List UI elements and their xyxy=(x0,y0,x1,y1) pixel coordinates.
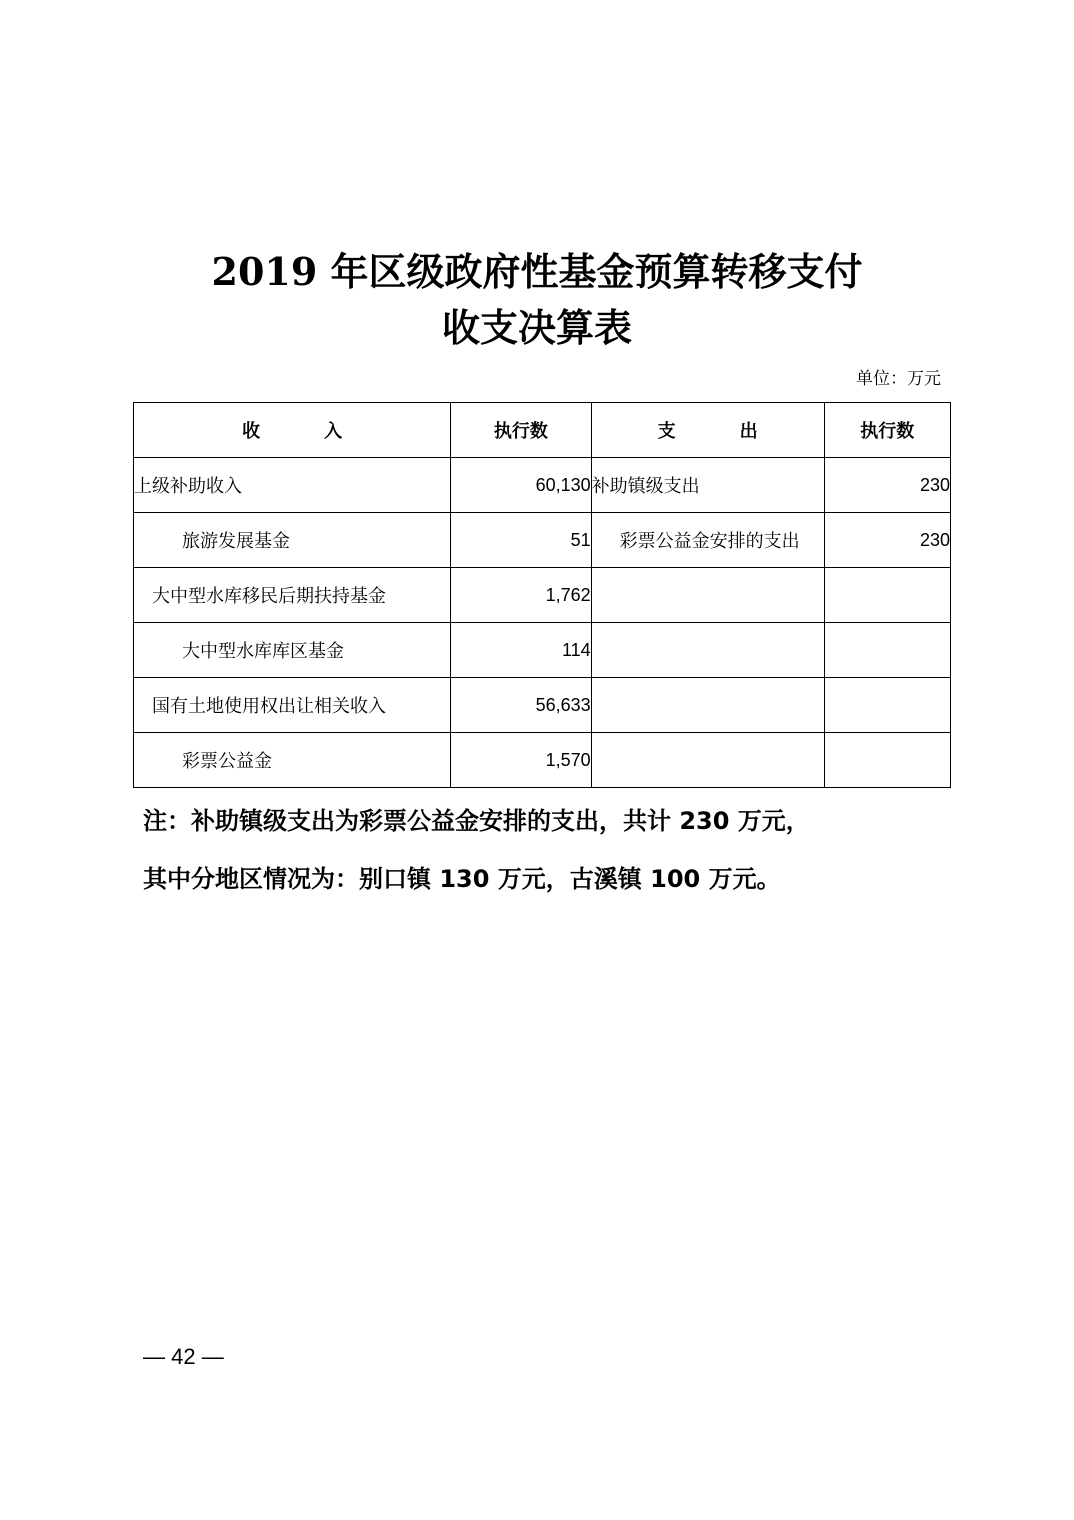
header-income-amount: 执行数 xyxy=(451,403,592,458)
note-line-2: 其中分地区情况为：别口镇 130 万元，古溪镇 100 万元。 xyxy=(143,865,781,893)
income-item: 大中型水库移民后期扶持基金 xyxy=(134,568,451,623)
header-income-char-2: 入 xyxy=(324,421,343,442)
header-expense-amount: 执行数 xyxy=(824,403,950,458)
income-amount: 60,130 xyxy=(451,458,592,513)
income-amount: 1,570 xyxy=(451,733,592,788)
income-item: 大中型水库库区基金 xyxy=(134,623,451,678)
table-row xyxy=(134,568,951,623)
page-number: — 42 — xyxy=(143,1344,224,1369)
expense-item xyxy=(591,678,824,733)
header-expense-char-1: 支 xyxy=(657,421,676,442)
table-header-row xyxy=(134,403,951,458)
income-item: 旅游发展基金 xyxy=(134,513,451,568)
income-amount: 114 xyxy=(451,623,592,678)
expense-item: 补助镇级支出 xyxy=(591,458,824,513)
table-row xyxy=(134,678,951,733)
expense-item xyxy=(591,733,824,788)
expense-amount xyxy=(824,733,950,788)
income-item: 上级补助收入 xyxy=(134,458,451,513)
expense-item xyxy=(591,568,824,623)
header-income xyxy=(134,403,451,458)
expense-item xyxy=(591,623,824,678)
income-item: 彩票公益金 xyxy=(134,733,451,788)
page-title-line-1: 2019 年区级政府性基金预算转移支付 xyxy=(211,249,863,294)
expense-item: 彩票公益金安排的支出 xyxy=(591,513,824,568)
income-amount: 1,762 xyxy=(451,568,592,623)
header-expense-char-2: 出 xyxy=(739,421,758,442)
budget-table xyxy=(133,402,951,788)
table-row xyxy=(134,458,951,513)
table-row xyxy=(134,733,951,788)
expense-amount xyxy=(824,678,950,733)
unit-label: 单位：万元 xyxy=(856,369,941,389)
table-row xyxy=(134,623,951,678)
income-amount: 51 xyxy=(451,513,592,568)
expense-amount: 230 xyxy=(824,458,950,513)
header-income-char-1: 收 xyxy=(242,421,261,442)
expense-amount: 230 xyxy=(824,513,950,568)
table-row xyxy=(134,513,951,568)
expense-amount xyxy=(824,568,950,623)
income-amount: 56,633 xyxy=(451,678,592,733)
expense-amount xyxy=(824,623,950,678)
page-title-line-2: 收支决算表 xyxy=(441,305,632,350)
income-item: 国有土地使用权出让相关收入 xyxy=(134,678,451,733)
note-line-1: 注：补助镇级支出为彩票公益金安排的支出，共计 230 万元， xyxy=(143,807,810,835)
header-expense xyxy=(591,403,824,458)
